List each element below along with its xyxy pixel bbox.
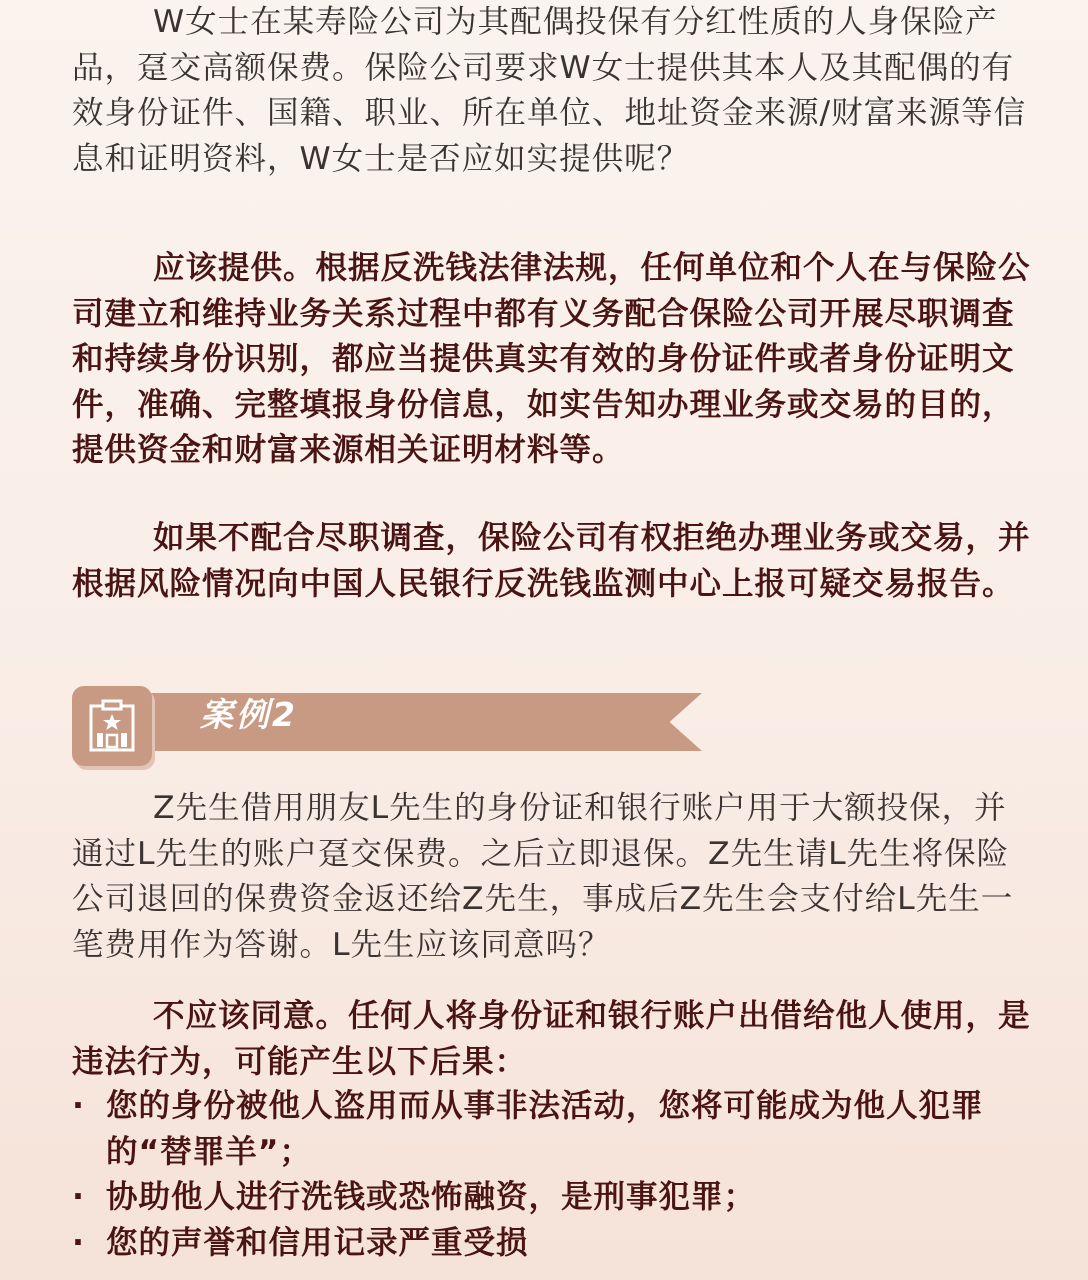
case2-answer-intro: 不应该同意。任何人将身份证和银行账户出借给他人使用，是违法行为，可能产生以下后果： (72, 998, 1031, 1080)
list-item: · 协助他人进行洗钱或恐怖融资，是刑事犯罪； (72, 1179, 757, 1215)
case1-question: W女士在某寿险公司为其配偶投保有分红性质的人身保险产品，趸交高额保费。保险公司要求W女士提供其本人及其配偶的有效身份证件、国籍、职业、所在单位、地址资金来源/财富来源等信息和证明资料，W女士是否应如实提供呢？ (72, 4, 1027, 177)
list-item: · 您的身份被他人盗用而从事非法活动，您将可能成为他人犯罪的“替罪羊”； (72, 1088, 984, 1170)
case2-question: Z先生借用朋友L先生的身份证和银行账户用于大额投保，并通过L先生的账户趸交保费。之后立即退保。Z先生请L先生将保险公司退回的保费资金返还给Z先生，事成后Z先生会支付给L先生一笔费用作为答谢。L先生应该同意吗？ (72, 790, 1014, 963)
case2-banner (72, 686, 702, 766)
consequence-list (72, 1084, 1032, 1266)
banner-title: 案例2 (200, 695, 298, 734)
case1-answer-paragraph-1: 应该提供。根据反洗钱法律法规，任何单位和个人在与保险公司建立和维持业务关系过程中都有义务配合保险公司开展尽职调查和持续身份识别，都应当提供真实有效的身份证件或者身份证明文件，准确、完整填报身份信息，如实告知办理业务或交易的目的，提供资金和财富来源相关证明材料等。 (72, 250, 1031, 468)
building-award-icon (72, 686, 152, 766)
list-item: · 您的声誉和信用记录严重受损 (72, 1224, 529, 1261)
case1-answer-paragraph-2: 如果不配合尽职调查，保险公司有权拒绝办理业务或交易，并根据风险情况向中国人民银行反洗钱监测中心上报可疑交易报告。 (72, 520, 1031, 602)
